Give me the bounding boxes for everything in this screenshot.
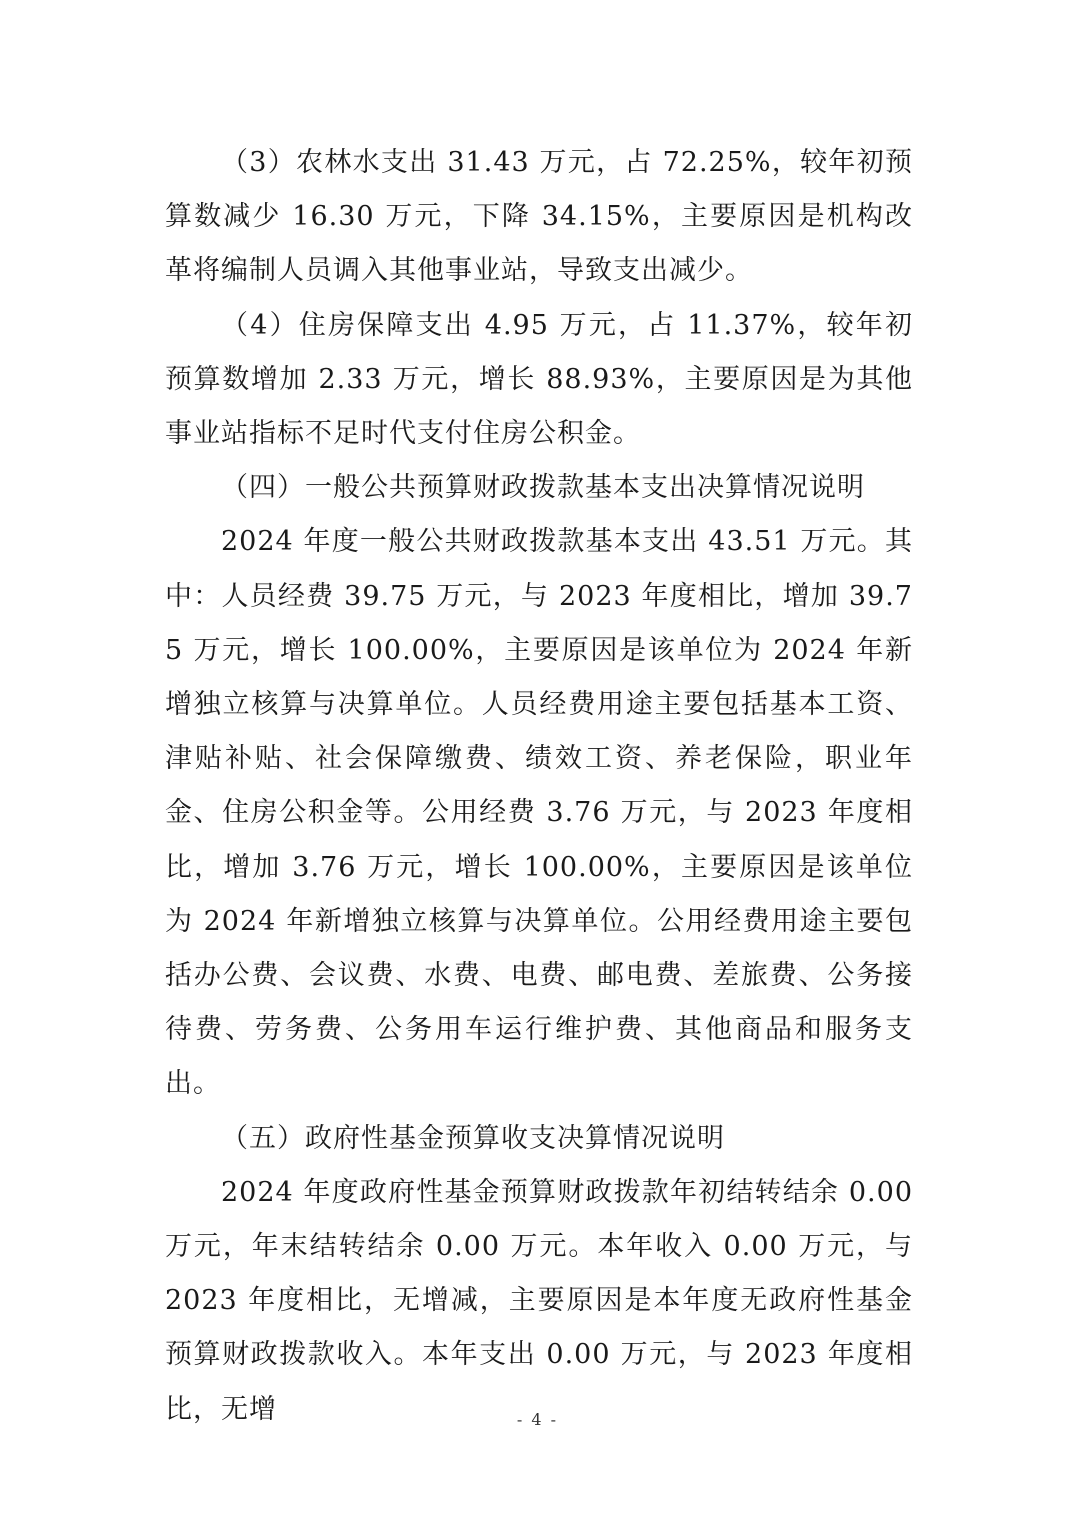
paragraph-housing-expense: （4）住房保障支出 4.95 万元，占 11.37%，较年初预算数增加 2.33 万元，增长 88.93%，主要原因是为其他事业站指标不足时代支付住房公积金。	[165, 309, 913, 450]
section-heading-government-fund: （五）政府性基金预算收支决算情况说明	[221, 1122, 725, 1154]
document-body	[165, 136, 913, 1437]
section-heading-basic-expenditure: （四）一般公共预算财政拨款基本支出决算情况说明	[221, 472, 865, 504]
paragraph-government-fund: 2024 年度政府性基金预算财政拨款年初结转结余 0.00 万元，年末结转结余 0.00 万元。本年收入 0.00 万元，与 2023 年度相比，无增减，主要原因是本年度无政府性基金预算财政拨款收入。本年支出 0.00 万元，与 2023 年度相比，无增	[165, 1176, 913, 1425]
page-number: - 4 -	[516, 1410, 559, 1429]
paragraph-basic-expenditure: 2024 年度一般公共财政拨款基本支出 43.51 万元。其中：人员经费 39.75 万元，与 2023 年度相比，增加 39.75 万元，增长 100.00%，主要原因是该单位为 2024 年新增独立核算与决算单位。人员经费用途主要包括基本工资、津贴补贴、社会保障缴费、绩效工资、养老保险，职业年金、住房公积金等。公用经费 3.76 万元，与 2023 年度相比，增加 3.76 万元，增长 100.00%，主要原因是该单位为 2024 年新增独立核算与决算单位。公用经费用途主要包括办公费、会议费、水费、电费、邮电费、差旅费、公务接待费、劳务费、公务用车运行维护费、其他商品和服务支出。	[165, 526, 913, 1100]
paragraph-agriculture-expense: （3）农林水支出 31.43 万元，占 72.25%，较年初预算数减少 16.30 万元，下降 34.15%，主要原因是机构改革将编制人员调入其他事业站，导致支出减少。	[165, 147, 913, 287]
